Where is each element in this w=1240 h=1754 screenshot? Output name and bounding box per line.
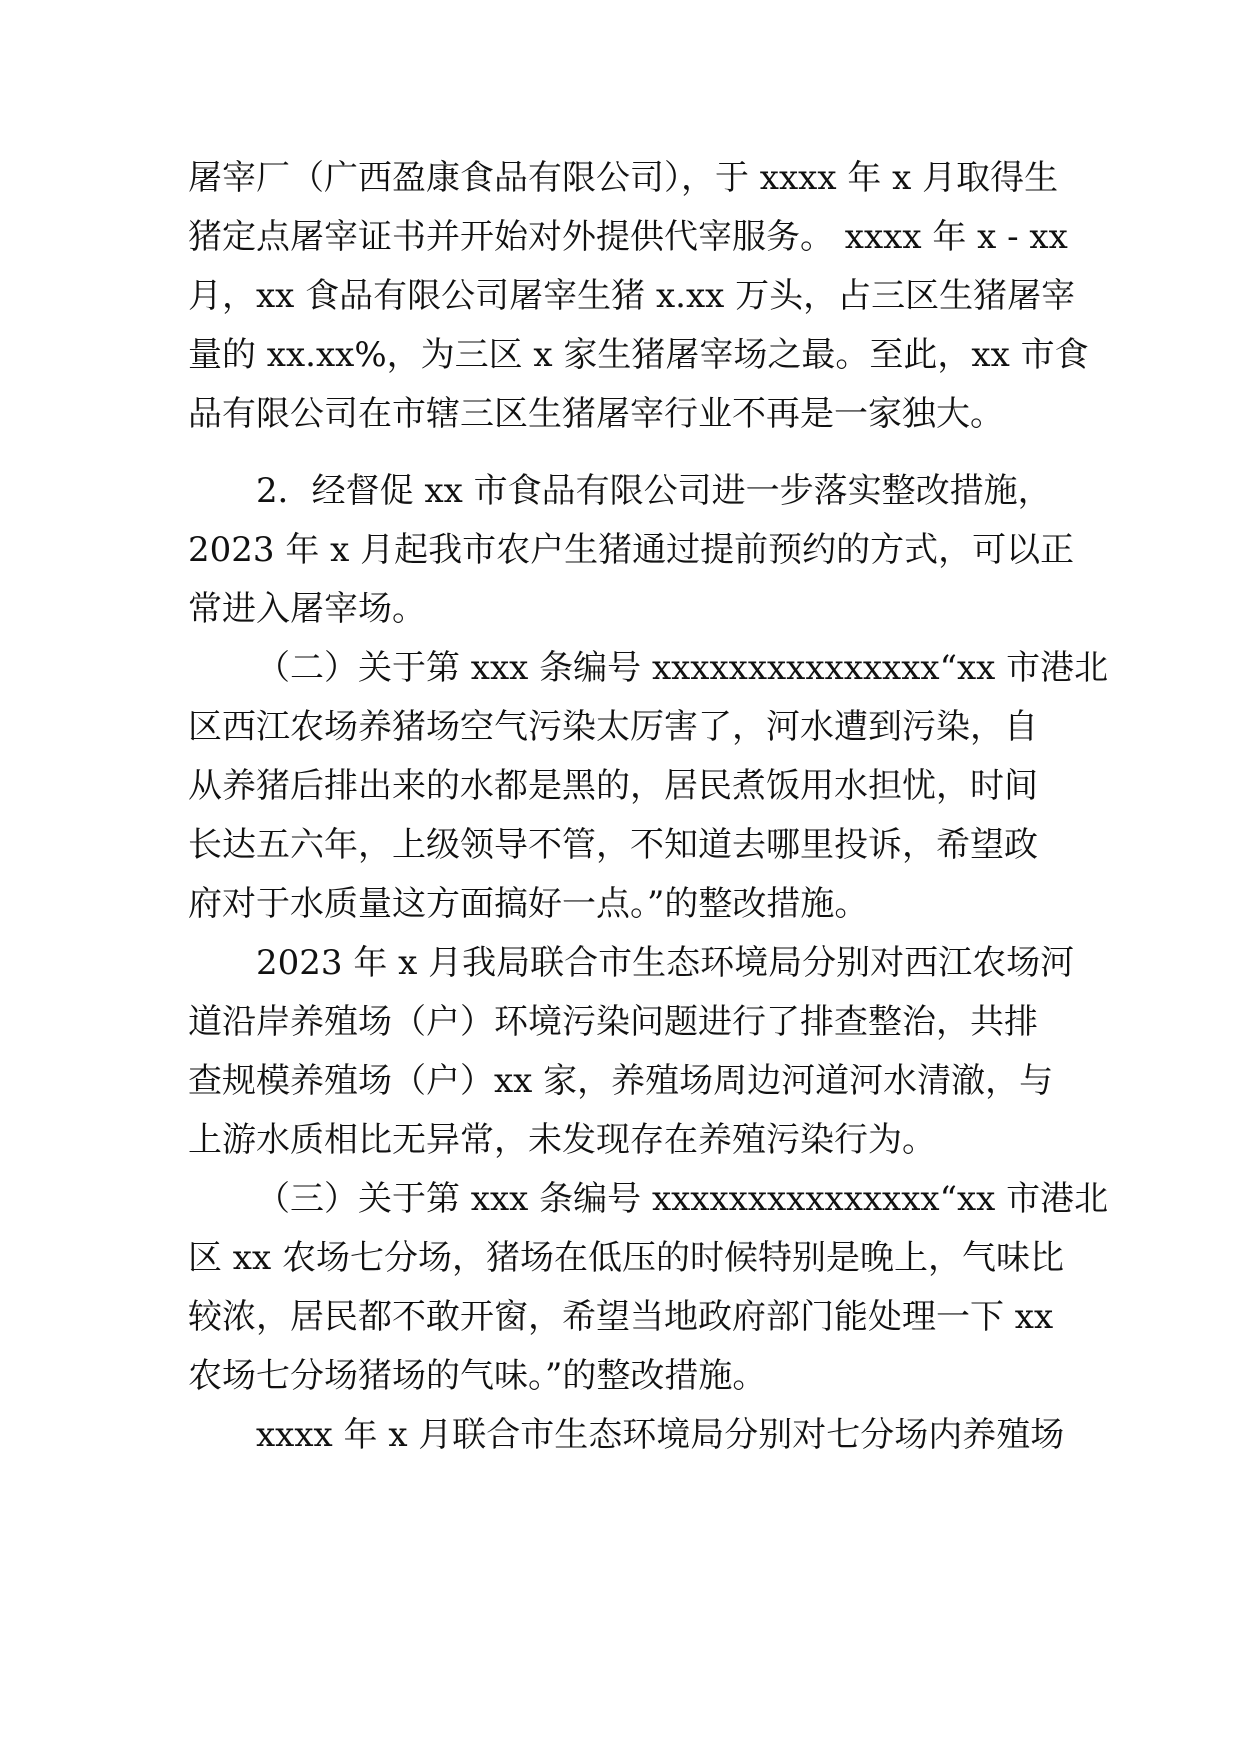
text-line: 长达五六年，上级领导不管，不知道去哪里投诉，希望政 xyxy=(188,825,1038,865)
text-line: 农场七分场猪场的气味。”的整改措施。 xyxy=(188,1356,767,1396)
text-line: 较浓，居民都不敢开窗，希望当地政府部门能处理一下 xx xyxy=(188,1297,1054,1337)
text-line: 道沿岸养殖场（户）环境污染问题进行了排查整治，共排 xyxy=(188,1002,1038,1042)
text-line: 常进入屠宰场。 xyxy=(188,589,426,629)
paragraph-start-line: 2023 年 x 月我局联合市生态环境局分别对西江农场河 xyxy=(256,943,1075,983)
paragraph-start-line: 2．经督促 xx 市食品有限公司进一步落实整改措施， xyxy=(256,471,1052,511)
text-line: 猪定点屠宰证书并开始对外提供代宰服务。 xxxx 年 x - xx xyxy=(188,217,1068,257)
text-line: 月，xx 食品有限公司屠宰生猪 x.xx 万头，占三区生猪屠宰 xyxy=(188,276,1076,316)
text-line: 府对于水质量这方面搞好一点。”的整改措施。 xyxy=(188,884,869,924)
paragraph-start-line: xxxx 年 x 月联合市生态环境局分别对七分场内养殖场 xyxy=(256,1415,1065,1455)
text-line: 品有限公司在市辖三区生猪屠宰行业不再是一家独大。 xyxy=(188,394,1004,434)
text-line: 查规模养殖场（户）xx 家，养殖场周边河道河水清澈，与 xyxy=(188,1061,1054,1101)
text-line: 区 xx 农场七分场，猪场在低压的时候特别是晚上，气味比 xyxy=(188,1238,1064,1278)
text-line: 区西江农场养猪场空气污染太厉害了，河水遭到污染，自 xyxy=(188,707,1038,747)
section-heading-line: （三）关于第 xxx 条编号 xxxxxxxxxxxxxxx“xx 市港北 xyxy=(256,1179,1109,1219)
section-heading-line: （二）关于第 xxx 条编号 xxxxxxxxxxxxxxx“xx 市港北 xyxy=(256,648,1109,688)
text-line: 量的 xx.xx%，为三区 x 家生猪屠宰场之最。至此，xx 市食 xyxy=(188,335,1089,375)
text-line: 上游水质相比无异常，未发现存在养殖污染行为。 xyxy=(188,1120,936,1160)
text-line: 2023 年 x 月起我市农户生猪通过提前预约的方式，可以正 xyxy=(188,530,1075,570)
text-line: 屠宰厂（广西盈康食品有限公司），于 xxxx 年 x 月取得生 xyxy=(188,158,1059,198)
text-line: 从养猪后排出来的水都是黑的，居民煮饭用水担忧，时间 xyxy=(188,766,1038,806)
